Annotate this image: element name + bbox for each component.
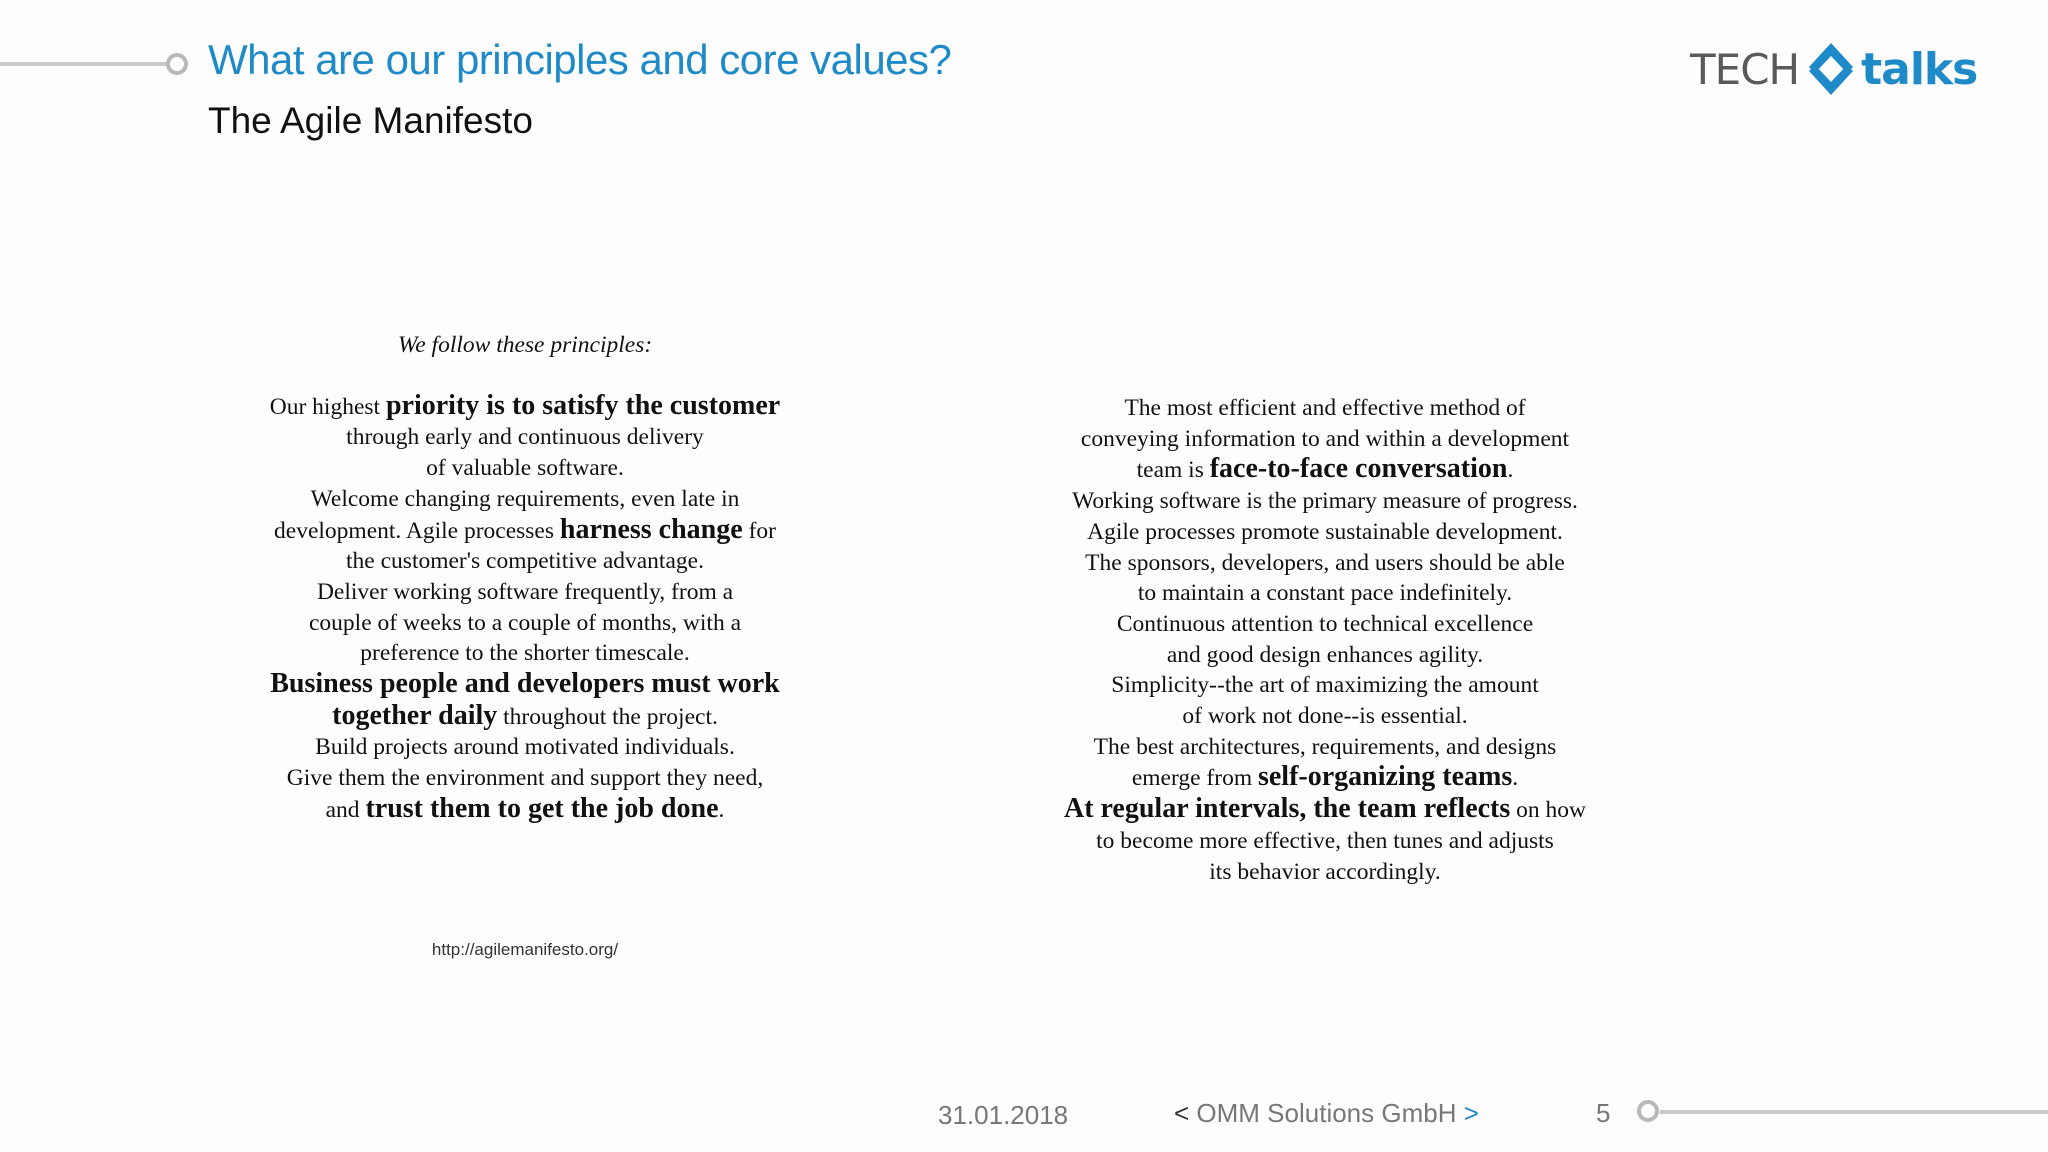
- principle-line: [1000, 826, 1650, 857]
- principle-line: [1000, 762, 1650, 794]
- principles-right-lines: [1000, 393, 1650, 887]
- principle-text: The best architectures, requirements, and designs: [1093, 733, 1557, 760]
- principle-text: Our highest: [269, 393, 386, 420]
- principle-text: The most efficient and effective method of: [1124, 395, 1526, 421]
- principle-emphasis: Business people and developers must work: [270, 668, 780, 700]
- header-rule: [0, 62, 168, 66]
- principle-line: [225, 794, 825, 826]
- page-number: 5: [1596, 1098, 1611, 1128]
- principle-line: [1000, 578, 1650, 609]
- principle-line: [1000, 857, 1650, 888]
- principle-text: emerge from: [1131, 765, 1258, 792]
- principle-line: [225, 577, 825, 608]
- principle-text: of valuable software.: [426, 455, 624, 482]
- principle-line: [1000, 701, 1650, 732]
- principle-line: [1000, 548, 1650, 579]
- principle-line: [225, 701, 825, 733]
- principle-text: Build projects around motivated individuals.: [315, 734, 735, 761]
- principle-text: Simplicity--the art of maximizing the amount: [1111, 672, 1539, 699]
- principle-emphasis: self-organizing teams: [1257, 761, 1513, 793]
- principle-text: .: [1507, 457, 1514, 484]
- principles-intro: We follow these principles:: [397, 332, 653, 358]
- techtalks-logo: [1690, 40, 1977, 98]
- principle-text: preference to the shorter timescale.: [360, 640, 690, 667]
- principles-left-lines: [225, 391, 825, 826]
- diamond-chevron-icon: [1807, 41, 1855, 97]
- principle-text: .: [718, 796, 725, 823]
- principle-text: couple of weeks to a couple of months, with a: [308, 609, 742, 636]
- header-circle: [166, 53, 188, 75]
- principle-text: throughout the project.: [497, 703, 718, 730]
- principle-line: [225, 453, 825, 484]
- principle-text: and: [325, 796, 366, 823]
- principle-text: development. Agile processes: [274, 517, 560, 544]
- principles-right-column: [1000, 393, 1650, 887]
- principle-line: [225, 391, 825, 423]
- source-url: http://agilemanifesto.org/: [431, 940, 619, 959]
- logo-tech-text: TECH: [1690, 44, 1800, 94]
- logo-talks-text: talks: [1861, 43, 1978, 95]
- principle-line: [225, 515, 825, 547]
- principle-text: through early and continuous delivery: [346, 424, 704, 451]
- principle-emphasis: face-to-face conversation: [1209, 453, 1508, 485]
- principle-text: on how: [1510, 797, 1587, 824]
- principle-text: Give them the environment and support they need,: [286, 765, 764, 792]
- page-subtitle: The Agile Manifesto: [208, 100, 533, 141]
- principles-left-column: [225, 330, 825, 826]
- principle-emphasis: harness change: [559, 513, 743, 545]
- principle-line: [1000, 670, 1650, 701]
- principle-line: [225, 763, 825, 794]
- principle-text: conveying information to and within a development: [1080, 425, 1570, 452]
- principle-text: to maintain a constant pace indefinitely.: [1137, 580, 1513, 607]
- principle-line: [225, 732, 825, 763]
- principle-text: of work not done--is essential.: [1182, 703, 1468, 730]
- principle-text: its behavior accordingly.: [1209, 858, 1441, 885]
- principle-emphasis: together daily: [332, 699, 498, 731]
- principle-emphasis: trust them to get the job done: [365, 792, 719, 824]
- principle-text: team is: [1136, 457, 1210, 484]
- principle-text: and good design enhances agility.: [1166, 641, 1484, 668]
- principle-line: [1000, 640, 1650, 671]
- footer-date: 31.01.2018: [938, 1100, 1069, 1130]
- company-close-bracket: >: [1463, 1098, 1479, 1128]
- company-name: OMM Solutions GmbH: [1196, 1098, 1457, 1128]
- principle-text: the customer's competitive advantage.: [346, 548, 704, 575]
- principle-emphasis: priority is to satisfy the customer: [385, 389, 781, 421]
- principle-text: Deliver working software frequently, from a: [316, 578, 734, 605]
- principle-text: Working software is the primary measure of progress.: [1072, 488, 1578, 515]
- principle-line: [225, 484, 825, 515]
- footer-circle: [1637, 1100, 1659, 1122]
- principle-line: [1000, 454, 1650, 486]
- principle-line: [225, 608, 825, 639]
- page-title: What are our principles and core values?: [208, 36, 952, 83]
- principle-line: [225, 422, 825, 453]
- principle-text: .: [1512, 765, 1519, 792]
- principle-text: Agile processes promote sustainable development.: [1087, 518, 1563, 545]
- principle-line: [1000, 486, 1650, 517]
- principle-text: The sponsors, developers, and users should be able: [1085, 549, 1565, 576]
- principle-line: [225, 638, 825, 669]
- principle-line: [1000, 424, 1650, 455]
- principle-line: [225, 546, 825, 577]
- principle-text: Welcome changing requirements, even late in: [310, 485, 740, 512]
- principle-text: for: [742, 517, 776, 544]
- footer-rule: [1660, 1110, 2048, 1114]
- principle-line: [1000, 732, 1650, 763]
- principle-text: to become more effective, then tunes and adjusts: [1096, 827, 1554, 854]
- principle-line: [1000, 794, 1650, 826]
- company-open-bracket: <: [1174, 1098, 1190, 1128]
- principle-line: [1000, 517, 1650, 548]
- footer-company: [1174, 1098, 1479, 1129]
- principle-emphasis: At regular intervals, the team reflects: [1063, 793, 1511, 825]
- principle-line: [1000, 393, 1650, 424]
- principle-line: [1000, 609, 1650, 640]
- principle-line: [225, 669, 825, 701]
- principle-text: Continuous attention to technical excellence: [1116, 610, 1534, 637]
